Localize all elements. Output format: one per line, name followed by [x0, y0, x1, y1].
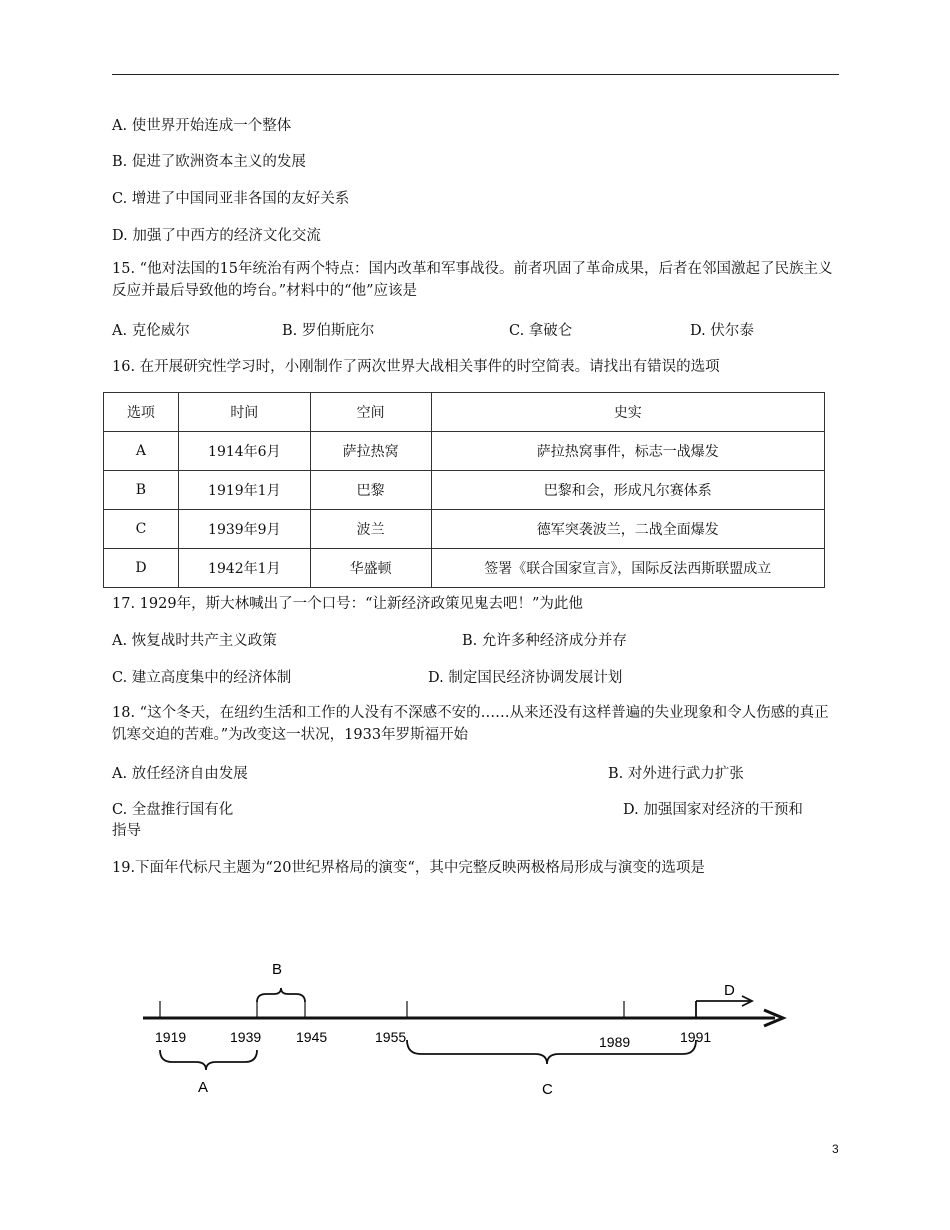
- table-cell: D: [104, 549, 179, 588]
- table-cell: 签署《联合国家宣言》，国际反法西斯联盟成立: [431, 549, 824, 588]
- q17-option-a: A. 恢复战时共产主义政策: [112, 633, 277, 649]
- q15-option-a: A. 克伦威尔: [112, 323, 190, 339]
- brace-c: [407, 1040, 696, 1064]
- brace-a: [160, 1050, 257, 1070]
- year-label: 1919: [155, 1029, 187, 1045]
- q15-option-d: D. 伏尔泰: [690, 323, 754, 339]
- q18-option-d-continued: 指导: [112, 823, 141, 839]
- year-label: 1939: [230, 1029, 262, 1045]
- table-cell: 波兰: [310, 510, 431, 549]
- q17-option-c: C. 建立高度集中的经济体制: [112, 670, 292, 686]
- label-d: D: [724, 982, 735, 999]
- q14-option-b: B. 促进了欧洲资本主义的发展: [112, 154, 306, 170]
- q17-stem: 17. 1929年，斯大林喊出了一个口号：“让新经济政策见鬼去吧！”为此他: [112, 596, 583, 612]
- table-cell: A: [104, 432, 179, 471]
- table-cell: 巴黎和会，形成凡尔赛体系: [431, 471, 824, 510]
- table-cell: 1919年1月: [178, 471, 310, 510]
- label-c: C: [542, 1081, 553, 1098]
- q18-option-d: D. 加强国家对经济的干预和: [623, 802, 803, 818]
- table-cell: 德军突袭波兰，二战全面爆发: [431, 510, 824, 549]
- q15-option-c: C. 拿破仑: [509, 323, 573, 339]
- table-cell: 1942年1月: [178, 549, 310, 588]
- table-cell: 1914年6月: [178, 432, 310, 471]
- table-header: 时间: [178, 393, 310, 432]
- label-b: B: [272, 961, 283, 978]
- q19-stem: 19.下面年代标尺主题为“20世纪界格局的演变“，其中完整反映两极格局形成与演变的选项是: [112, 860, 705, 876]
- table-header: 史实: [431, 393, 824, 432]
- q14-option-d: D. 加强了中西方的经济文化交流: [112, 228, 321, 244]
- table-cell: 萨拉热窝: [310, 432, 431, 471]
- q17-option-d: D. 制定国民经济协调发展计划: [428, 670, 623, 686]
- table-cell: B: [104, 471, 179, 510]
- page-number: 3: [832, 1142, 839, 1156]
- q16-stem: 16. 在开展研究性学习时，小刚制作了两次世界大战相关事件的时空简表。请找出有错误的选项: [112, 359, 720, 375]
- q14-option-c: C. 增进了中国同亚非各国的友好关系: [112, 191, 350, 207]
- table-cell: 华盛顿: [310, 549, 431, 588]
- table-cell: 萨拉热窝事件，标志一战爆发: [431, 432, 824, 471]
- year-label: 1945: [296, 1029, 328, 1045]
- q18-option-b: B. 对外进行武力扩张: [608, 766, 744, 782]
- table-header: 空间: [310, 393, 431, 432]
- table-cell: C: [104, 510, 179, 549]
- q17-option-b: B. 允许多种经济成分并存: [462, 633, 627, 649]
- q15-stem: 15. “他对法国的15年统治有两个特点：国内改革和军事战役。前者巩固了革命成果，后者在邻国激起了民族主义反应并最后导致他的垮台。”材料中的“他”应该是: [112, 261, 833, 299]
- q18-option-a: A. 放任经济自由发展: [112, 766, 248, 782]
- q15-option-b: B. 罗伯斯庇尔: [282, 323, 375, 339]
- label-a: A: [198, 1079, 209, 1096]
- year-label: 1989: [599, 1034, 631, 1050]
- year-label: 1955: [375, 1029, 407, 1045]
- q14-option-a: A. 使世界开始连成一个整体: [112, 118, 292, 134]
- table-header: 选项: [104, 393, 179, 432]
- table-cell: 巴黎: [310, 471, 431, 510]
- brace-b: [257, 988, 305, 1002]
- year-label: 1991: [680, 1029, 712, 1045]
- q18-stem: 18. “这个冬天，在纽约生活和工作的人没有不深感不安的……从来还没有这样普遍的失业现象和令人伤感的真正饥寒交迫的苦难。”为改变这一状况，1933年罗斯福开始: [112, 705, 829, 743]
- q18-option-c: C. 全盘推行国有化: [112, 802, 234, 818]
- table-cell: 1939年9月: [178, 510, 310, 549]
